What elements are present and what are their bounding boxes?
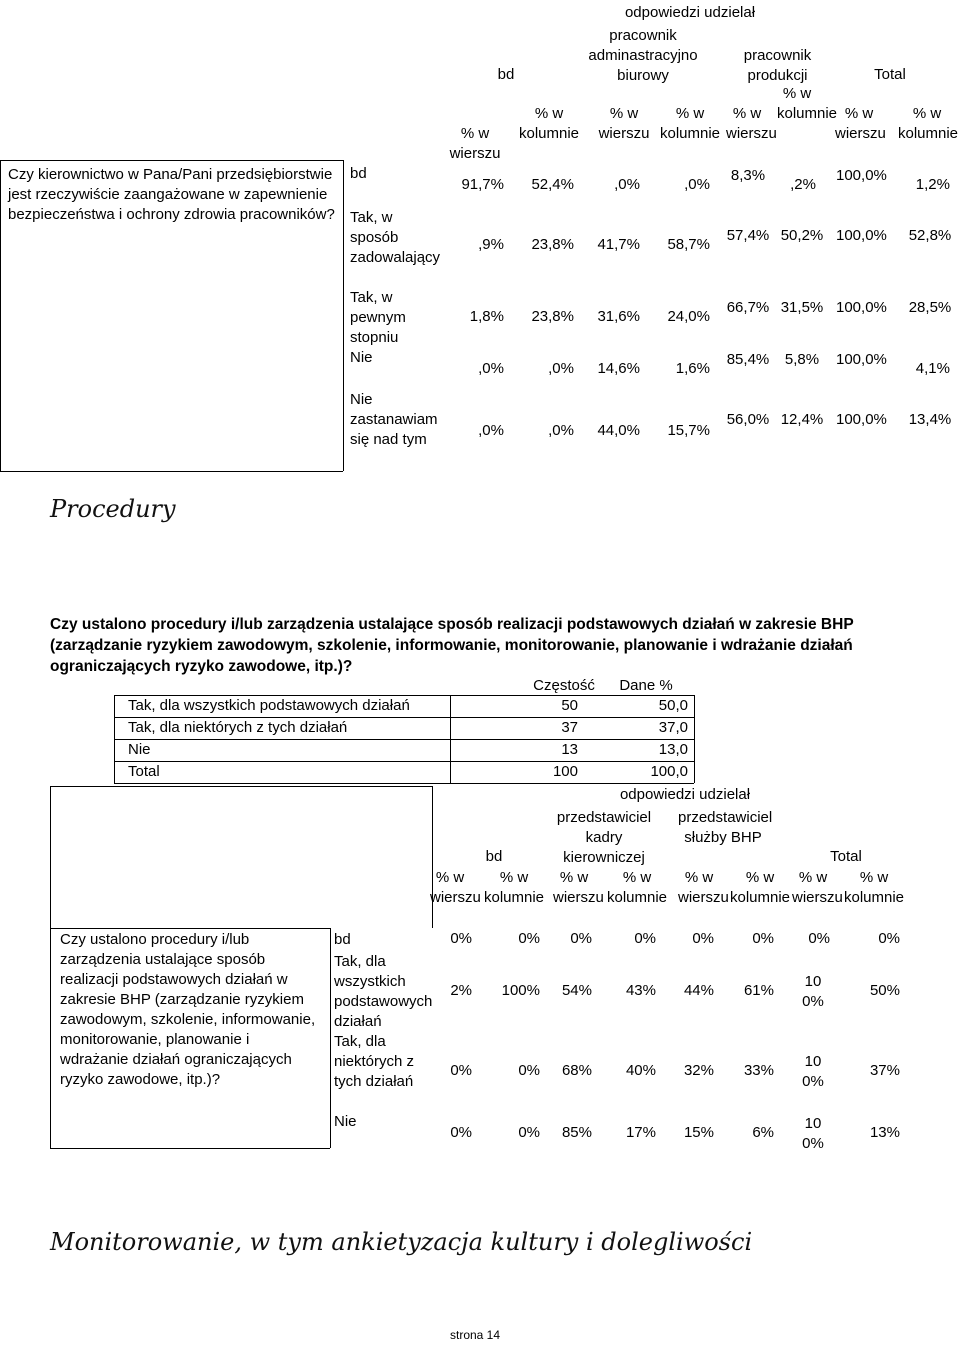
sub-header: % w kolumnie [606, 869, 668, 906]
row-label: Nie [350, 349, 373, 366]
cell: 41,7% [597, 236, 640, 253]
cell: 0% [752, 930, 774, 947]
cell: ,0% [614, 176, 640, 193]
cell: 12,4% [780, 411, 824, 428]
freq-pct: 37,0 [658, 719, 688, 736]
sub-header: % w wierszu [678, 869, 729, 906]
cell: 1,2% [915, 176, 950, 193]
cell: 52,4% [531, 176, 574, 193]
cell: 0% [450, 930, 472, 947]
cell: 40% [625, 1062, 656, 1079]
cell: 100,0% [836, 351, 887, 368]
col-group-kadra: przedstawiciel kadry kierowniczej [556, 809, 652, 866]
question-text: Czy ustalono procedury i/lub zarządzenia ustalające sposób realizacji podstawowych działań w zakresie BHP (zarządzanie ryzykiem zawodowym, szkolenie, informowanie, monitorowanie, planowanie i wdrażanie działań ograniczających ryzyko zawodowe, itp.)? [50, 616, 854, 675]
freq-row-label: Nie [128, 741, 151, 758]
col-group-produkcja: pracownik produkcji [743, 47, 812, 84]
freq-row-label: Tak, dla wszystkich podstawowych działań [128, 697, 410, 714]
sub-header: % w kolumnie [898, 105, 959, 142]
sub-header: % w wierszu [792, 869, 843, 906]
sub-header: % w kolumnie [843, 869, 905, 906]
cell: 44,0% [597, 422, 640, 439]
cell: 66,7% [726, 299, 770, 316]
row-label: Tak, w pewnym stopniu [350, 289, 406, 346]
cell: 13% [869, 1124, 900, 1141]
row-label: bd [350, 165, 367, 182]
freq-count: 13 [561, 741, 578, 758]
col-group-total: Total [874, 66, 906, 83]
cell: 0% [518, 930, 540, 947]
cell: 100% [802, 1053, 824, 1090]
cell: ,9% [478, 236, 504, 253]
cell: 4,1% [915, 360, 950, 377]
col-group-bd: bd [485, 848, 503, 865]
sub-header: % w wierszu [835, 105, 886, 142]
cell: 100,0% [836, 411, 887, 428]
cell: 0% [450, 1062, 472, 1079]
col-group-bd: bd [497, 66, 515, 83]
cell: 5,8% [784, 351, 820, 368]
col-header: Częstość [533, 677, 595, 694]
freq-pct: 100,0 [650, 763, 688, 780]
cell: 100% [802, 1115, 824, 1152]
cell: 6% [752, 1124, 774, 1141]
cell: 68% [561, 1062, 592, 1079]
row-label: bd [334, 931, 351, 948]
cell: 43% [625, 982, 656, 999]
col-group-admin: pracownik adminastracyjno biurowy [588, 27, 698, 84]
sub-header: % w wierszu [430, 869, 481, 906]
cell: 100,0% [836, 227, 887, 244]
sub-header: % w kolumnie [729, 869, 791, 906]
sub-header: % w wierszu [598, 105, 650, 142]
row-label: Tak, dla wszystkich podstawowych działań [334, 953, 433, 1030]
col-header: Dane % [619, 677, 673, 694]
row-label: Tak, dla niektórych z tych działań [334, 1033, 415, 1090]
col-group-bhp: przedstawiciel służby BHP [678, 809, 773, 846]
freq-pct: 50,0 [658, 697, 688, 714]
group-header: odpowiedzi udzielał [619, 786, 751, 803]
cell: 91,7% [461, 176, 504, 193]
sub-header: % w kolumnie [483, 869, 545, 906]
cell: 44% [683, 982, 714, 999]
cell: 15,7% [667, 422, 710, 439]
cell: ,0% [548, 422, 574, 439]
cell: ,0% [684, 176, 710, 193]
row-label: Nie [334, 1113, 357, 1130]
cell: 54% [561, 982, 592, 999]
cell: ,0% [478, 360, 504, 377]
cell: 23,8% [531, 308, 574, 325]
cell: 37% [869, 1062, 900, 1079]
cell: 2% [450, 982, 472, 999]
sub-header: % w kolumnie [660, 105, 721, 142]
cell: 0% [450, 1124, 472, 1141]
cell: 85% [561, 1124, 592, 1141]
cell: 0% [878, 930, 900, 947]
sub-header: % w wierszu [449, 125, 501, 162]
cell: 31,5% [780, 299, 824, 316]
cell: 0% [692, 930, 714, 947]
section-heading: Monitorowanie, w tym ankietyzacja kultury i dolegliwości [50, 1228, 753, 1256]
cell: 15% [683, 1124, 714, 1141]
cell: 33% [743, 1062, 774, 1079]
cell: 13,4% [908, 411, 952, 428]
cell: 24,0% [667, 308, 710, 325]
question-cell: Czy ustalono procedury i/lub zarządzenia ustalające sposób realizacji podstawowych działań w zakresie BHP (zarządzanie ryzykiem zawodowym, szkolenie, informowanie, monitorowanie, planowanie i wdrażanie działań ograniczających ryzyko zawodowe, itp.)? [60, 931, 316, 1088]
cell: 61% [743, 982, 774, 999]
group-header: odpowiedzi udzielał [624, 4, 756, 21]
cell: 56,0% [726, 411, 770, 428]
cell: 0% [518, 1062, 540, 1079]
cell: 100,0% [836, 299, 887, 316]
cell: 0% [808, 930, 830, 947]
page-number: strona 14 [450, 1328, 501, 1342]
cell: 14,6% [597, 360, 640, 377]
cell: 0% [634, 930, 656, 947]
row-label: Nie zastanawiam się nad tym [350, 391, 438, 448]
question-cell: Czy kierownictwo w Pana/Pani przedsiębiorstwie jest rzeczywiście zaangażowane w zapewnienie bezpieczeństwa i ochrony zdrowia pracowników? [8, 166, 335, 223]
col-group-total: Total [830, 848, 862, 865]
cell: 1,6% [675, 360, 710, 377]
freq-row-label: Tak, dla niektórych z tych działań [128, 719, 348, 736]
freq-row-label: Total [128, 763, 160, 780]
cell: ,0% [548, 360, 574, 377]
cell: 58,7% [667, 236, 710, 253]
sub-header: % w kolumnie [777, 85, 838, 122]
cell: 85,4% [726, 351, 770, 368]
row-label: Tak, w sposób zadowalający [350, 209, 441, 266]
sub-header: % w kolumnie [518, 105, 580, 142]
cell: 0% [570, 930, 592, 947]
cell: 32% [683, 1062, 714, 1079]
cell: 8,3% [730, 167, 766, 184]
freq-count: 50 [561, 697, 578, 714]
cell: 100% [501, 982, 540, 999]
freq-pct: 13,0 [658, 741, 688, 758]
cell: 31,6% [597, 308, 640, 325]
freq-count: 37 [561, 719, 578, 736]
cell: 50% [869, 982, 900, 999]
cell: 100,0% [836, 167, 887, 184]
cell: 100% [802, 973, 824, 1010]
cell: 0% [518, 1124, 540, 1141]
cell: ,2% [790, 176, 816, 193]
cell: 28,5% [908, 299, 952, 316]
cell: 50,2% [780, 227, 824, 244]
cell: 1,8% [469, 308, 504, 325]
section-heading: Procedury [50, 495, 176, 523]
freq-count: 100 [552, 763, 578, 780]
cell: ,0% [478, 422, 504, 439]
cell: 17% [625, 1124, 656, 1141]
cell: 52,8% [908, 227, 952, 244]
sub-header: % w wierszu [553, 869, 604, 906]
cell: 57,4% [726, 227, 770, 244]
cell: 23,8% [531, 236, 574, 253]
sub-header: % w wierszu [726, 105, 777, 142]
